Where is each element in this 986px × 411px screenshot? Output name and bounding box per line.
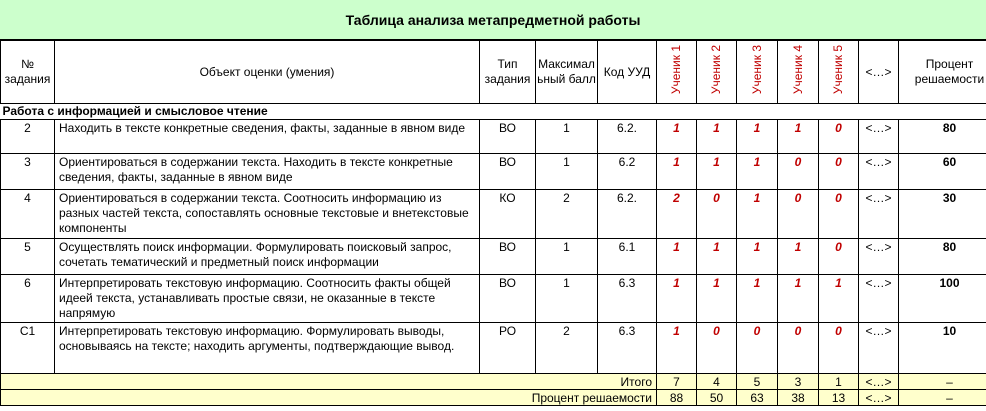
score-more: <…> — [859, 190, 899, 239]
task-uud: 6.3 — [598, 323, 657, 374]
section-title: Работа с информацией и смысловое чтение — [1, 104, 986, 120]
percent-more: <…> — [859, 390, 899, 406]
task-percent: 80 — [899, 239, 986, 275]
task-object: Интерпретировать текстовую информацию. Формулировать выводы, основываясь на тексте; находить аргументы, подтверждающие вывод. — [55, 323, 480, 374]
header-row — [1, 41, 986, 104]
task-type: ВО — [480, 239, 536, 275]
score-student-2: 0 — [697, 190, 737, 239]
score-student-2: 1 — [697, 154, 737, 190]
totals-row — [1, 374, 986, 390]
score-student-4: 0 — [778, 323, 819, 374]
header-type: Тип задания — [480, 41, 536, 104]
task-object: Ориентироваться в содержании текста. Соотносить информацию из разных частей текста, сопоставлять основные текстовые и внетекстовые компоненты — [55, 190, 480, 239]
table-row — [1, 120, 986, 154]
task-max: 1 — [536, 120, 598, 154]
header-student-4: Ученик 4 — [778, 41, 819, 104]
total-student-3: 5 — [737, 374, 778, 390]
percent-student-2: 50 — [697, 390, 737, 406]
percent-student-4: 38 — [778, 390, 819, 406]
task-percent: 80 — [899, 120, 986, 154]
score-more: <…> — [859, 323, 899, 374]
header-student-2: Ученик 2 — [697, 41, 737, 104]
score-student-4: 0 — [778, 190, 819, 239]
task-object: Находить в тексте конкретные сведения, факты, заданные в явном виде — [55, 120, 480, 154]
table-title: Таблица анализа метапредметной работы — [0, 0, 986, 40]
header-student-5: Ученик 5 — [819, 41, 859, 104]
table-row — [1, 239, 986, 275]
header-max: Максимальный балл — [536, 41, 598, 104]
totals-label: Итого — [1, 374, 657, 390]
score-student-1: 1 — [657, 239, 697, 275]
task-num: С1 — [1, 323, 55, 374]
header-percent: Процент решаемости — [899, 41, 986, 104]
task-uud: 6.2 — [598, 154, 657, 190]
score-student-5: 0 — [819, 323, 859, 374]
score-student-5: 0 — [819, 239, 859, 275]
header-more: <…> — [859, 41, 899, 104]
score-student-3: 1 — [737, 239, 778, 275]
score-more: <…> — [859, 120, 899, 154]
task-max: 2 — [536, 190, 598, 239]
task-object: Осуществлять поиск информации. Формулировать поисковый запрос, сочетать тематический и предметный поиск информации — [55, 239, 480, 275]
total-student-5: 1 — [819, 374, 859, 390]
score-more: <…> — [859, 275, 899, 323]
table-row — [1, 275, 986, 323]
score-student-1: 1 — [657, 323, 697, 374]
score-student-2: 1 — [697, 275, 737, 323]
task-uud: 6.2. — [598, 120, 657, 154]
section-row — [1, 104, 986, 120]
percent-total: – — [899, 390, 986, 406]
task-percent: 30 — [899, 190, 986, 239]
score-student-5: 0 — [819, 120, 859, 154]
task-type: КО — [480, 190, 536, 239]
header-object: Объект оценки (умения) — [55, 41, 480, 104]
task-max: 1 — [536, 275, 598, 323]
task-num: 6 — [1, 275, 55, 323]
analysis-table — [0, 40, 986, 406]
score-student-1: 2 — [657, 190, 697, 239]
score-student-1: 1 — [657, 154, 697, 190]
percent-student-5: 13 — [819, 390, 859, 406]
score-student-2: 0 — [697, 323, 737, 374]
header-uud: Код УУД — [598, 41, 657, 104]
task-max: 1 — [536, 154, 598, 190]
score-student-5: 0 — [819, 190, 859, 239]
task-uud: 6.2. — [598, 190, 657, 239]
score-student-3: 1 — [737, 120, 778, 154]
total-student-4: 3 — [778, 374, 819, 390]
score-student-1: 1 — [657, 120, 697, 154]
header-num: № задания — [1, 41, 55, 104]
total-student-1: 7 — [657, 374, 697, 390]
task-percent: 60 — [899, 154, 986, 190]
task-type: РО — [480, 323, 536, 374]
task-max: 2 — [536, 323, 598, 374]
header-student-3: Ученик 3 — [737, 41, 778, 104]
score-student-3: 1 — [737, 190, 778, 239]
task-num: 5 — [1, 239, 55, 275]
table-row — [1, 190, 986, 239]
table-row — [1, 154, 986, 190]
task-type: ВО — [480, 154, 536, 190]
header-student-1: Ученик 1 — [657, 41, 697, 104]
score-student-5: 1 — [819, 275, 859, 323]
percent-student-1: 88 — [657, 390, 697, 406]
task-type: ВО — [480, 120, 536, 154]
task-num: 2 — [1, 120, 55, 154]
task-uud: 6.3 — [598, 275, 657, 323]
percent-label: Процент решаемости — [1, 390, 657, 406]
task-type: ВО — [480, 275, 536, 323]
task-max: 1 — [536, 239, 598, 275]
score-student-5: 0 — [819, 154, 859, 190]
score-student-4: 1 — [778, 275, 819, 323]
task-uud: 6.1 — [598, 239, 657, 275]
task-object: Ориентироваться в содержании текста. Находить в тексте конкретные сведения, факты, заданные в явном виде — [55, 154, 480, 190]
score-more: <…> — [859, 239, 899, 275]
total-more: <…> — [859, 374, 899, 390]
percent-student-3: 63 — [737, 390, 778, 406]
task-num: 3 — [1, 154, 55, 190]
task-percent: 100 — [899, 275, 986, 323]
score-student-4: 0 — [778, 154, 819, 190]
score-student-4: 1 — [778, 120, 819, 154]
score-student-4: 1 — [778, 239, 819, 275]
score-student-2: 1 — [697, 239, 737, 275]
task-object: Интерпретировать текстовую информацию. Соотносить факты общей идеей текста, устанавливать простые связи, не оказанные в тексте напрямую — [55, 275, 480, 323]
score-student-3: 1 — [737, 275, 778, 323]
score-student-1: 1 — [657, 275, 697, 323]
score-student-3: 0 — [737, 323, 778, 374]
total-student-2: 4 — [697, 374, 737, 390]
task-num: 4 — [1, 190, 55, 239]
percent-row — [1, 390, 986, 406]
task-percent: 10 — [899, 323, 986, 374]
total-percent: – — [899, 374, 986, 390]
score-student-3: 1 — [737, 154, 778, 190]
table-row — [1, 323, 986, 374]
score-student-2: 1 — [697, 120, 737, 154]
score-more: <…> — [859, 154, 899, 190]
